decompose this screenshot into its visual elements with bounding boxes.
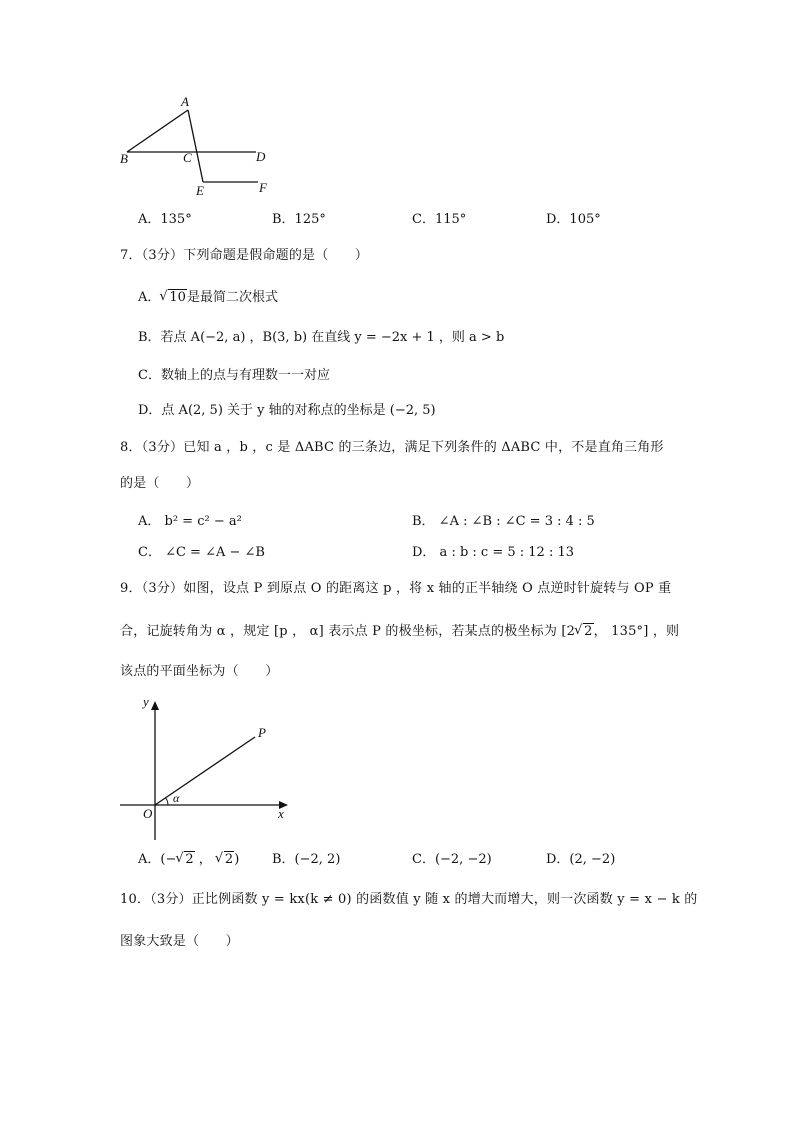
angle-arc-alpha xyxy=(166,798,168,805)
label-f: F xyxy=(259,180,267,195)
q8-option-a[interactable]: A． b² = c² − a² xyxy=(138,514,242,529)
q7-stem: 7．（3分）下列命题是假命题的是（ ） xyxy=(120,248,369,263)
q9-option-a-mid: ， xyxy=(194,852,212,867)
q6-option-d[interactable]: D．105° xyxy=(546,212,601,227)
q9-option-a-radicand-2: 2 xyxy=(224,852,234,867)
label-point-p: P xyxy=(258,725,266,740)
q10-stem-line1: 10．（3分）正比例函数 y = kx(k ≠ 0) 的函数值 y 随 x 的增大而增大，则一次函数 y = x − k 的 xyxy=(120,892,698,907)
q7-option-c[interactable]: C．数轴上的点与有理数一一对应 xyxy=(138,368,330,383)
q9-option-c[interactable]: C．(−2, −2) xyxy=(412,852,492,867)
label-e: E xyxy=(196,183,204,198)
q7-option-d[interactable]: D．点 A(2, 5) 关于 y 轴的对称点的坐标是 (−2, 5) xyxy=(138,403,436,418)
q9-stem-radicand: 2 xyxy=(584,624,593,639)
label-d: D xyxy=(256,149,266,164)
label-c: C xyxy=(183,150,192,165)
q8-stem-line2: 的是（ ） xyxy=(120,476,200,491)
q8-option-b[interactable]: B． ∠A : ∠B : ∠C = 3 : 4 : 5 xyxy=(412,514,595,529)
q7-option-a-prefix: A． xyxy=(138,290,161,305)
label-a: A xyxy=(181,94,189,109)
q9-option-d[interactable]: D．(2, −2) xyxy=(546,852,616,867)
q9-stem-line2-post: ， 135°] ，则 xyxy=(593,624,680,639)
q9-stem-line2-pre: 合，记旋转角为 α ，规定 [p ， α] 表示点 P 的极坐标，若某点的极坐标为 [2 xyxy=(120,624,576,639)
q7-option-a-text: 是最简二次根式 xyxy=(186,290,278,305)
label-y-axis: y xyxy=(143,694,149,709)
sqrt-symbol xyxy=(216,852,234,867)
q9-option-b[interactable]: B．(−2, 2) xyxy=(272,852,341,867)
label-origin: O xyxy=(143,806,153,821)
q7-option-a-radicand: 10 xyxy=(169,290,186,305)
q9-stem-line1: 9．（3分）如图，设点 P 到原点 O 的距离这 p ，将 x 轴的正半轴绕 O 点逆时针旋转与 OP 重 xyxy=(120,581,672,596)
label-b: B xyxy=(120,151,128,166)
q9-stem-line3: 该点的平面坐标为（ ） xyxy=(120,664,279,679)
sqrt-symbol xyxy=(176,852,194,867)
q9-option-a-post: ) xyxy=(234,852,240,867)
q10-stem-line2: 图象大致是（ ） xyxy=(120,934,239,949)
label-x-axis: x xyxy=(278,806,284,821)
q8-option-c[interactable]: C． ∠C = ∠A − ∠B xyxy=(138,545,265,560)
y-axis-arrow xyxy=(151,701,159,710)
q8-option-d[interactable]: D． a : b : c = 5 : 12 : 13 xyxy=(412,545,574,560)
q9-option-a-radicand-1: 2 xyxy=(185,852,194,867)
q9-option-a-pre: A．(− xyxy=(138,852,177,867)
q6-option-a[interactable]: A．135° xyxy=(138,212,192,227)
q6-option-c[interactable]: C．115° xyxy=(412,212,467,227)
q8-stem-line1: 8．（3分）已知 a ，b ，c 是 ΔABC 的三条边，满足下列条件的 ΔABC 中，不是直角三角形 xyxy=(120,440,664,455)
label-alpha: α xyxy=(173,791,180,805)
q9-option-a[interactable] xyxy=(138,848,239,867)
ray-op xyxy=(155,737,255,805)
q6-option-b[interactable]: B．125° xyxy=(272,212,326,227)
q7-option-b[interactable]: B．若点 A(−2, a) ，B(3, b) 在直线 y = −2x + 1 ，则 a > b xyxy=(138,330,505,345)
